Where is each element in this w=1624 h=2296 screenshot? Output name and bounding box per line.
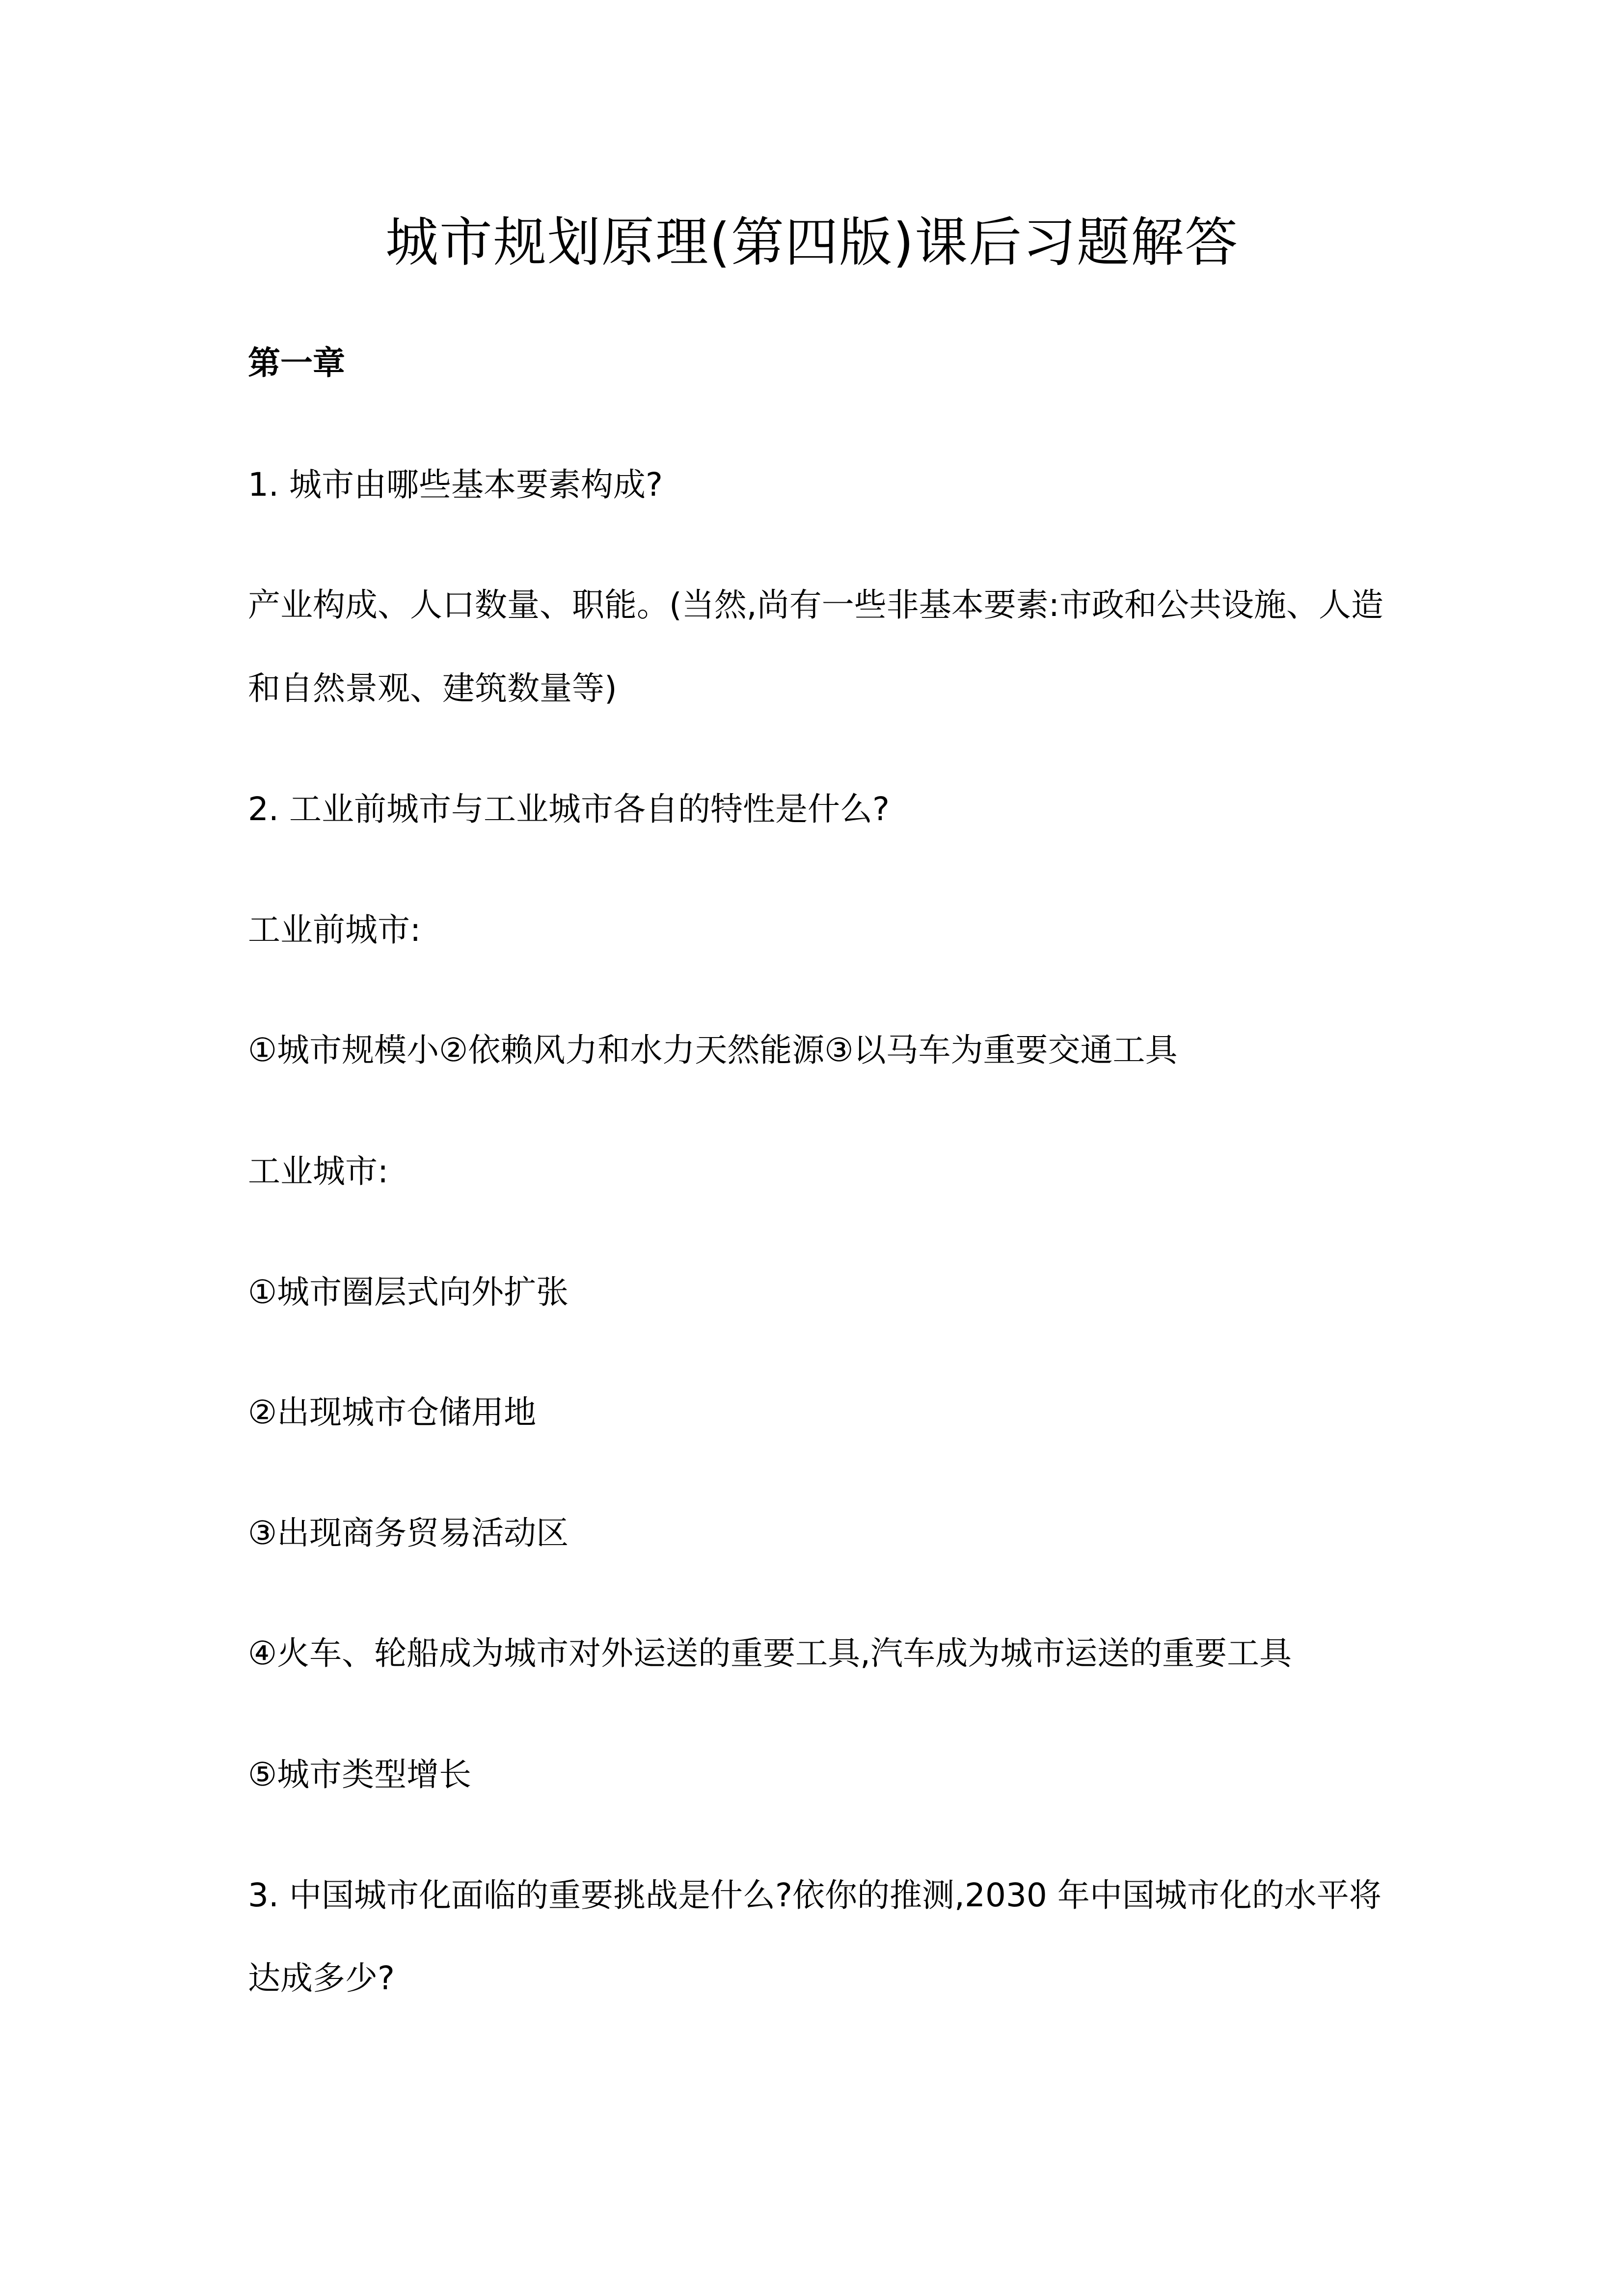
- document-title: 城市规划原理(第四版)课后习题解答: [385, 212, 1239, 273]
- industrial-item: ③出现商务贸易活动区: [248, 1514, 569, 1552]
- question-1: 1. 城市由哪些基本要素构成?: [248, 466, 663, 504]
- question-2: 2. 工业前城市与工业城市各自的特性是什么?: [248, 790, 890, 828]
- industrial-item: ⑤城市类型增长: [248, 1756, 472, 1793]
- industrial-item: ④火车、轮船成为城市对外运送的重要工具,汽车成为城市运送的重要工具: [248, 1634, 1292, 1672]
- question-3-line-2: 达成多少?: [248, 1959, 395, 1997]
- preindustrial-items: ①城市规模小②依赖风力和水力天然能源③以马车为重要交通工具: [248, 1031, 1178, 1069]
- chapter-heading: 第一章: [248, 344, 345, 382]
- industrial-item: ①城市圈层式向外扩张: [248, 1273, 569, 1311]
- answer-1-line-2: 和自然景观、建筑数量等): [248, 669, 617, 707]
- industrial-item: ②出现城市仓储用地: [248, 1393, 537, 1431]
- question-3-line-1: 3. 中国城市化面临的重要挑战是什么?依你的推测,2030 年中国城市化的水平将: [248, 1876, 1381, 1914]
- preindustrial-heading: 工业前城市:: [248, 911, 421, 949]
- answer-1-line-1: 产业构成、人口数量、职能。(当然,尚有一些非基本要素:市政和公共设施、人造: [248, 586, 1383, 624]
- industrial-heading: 工业城市:: [248, 1152, 389, 1190]
